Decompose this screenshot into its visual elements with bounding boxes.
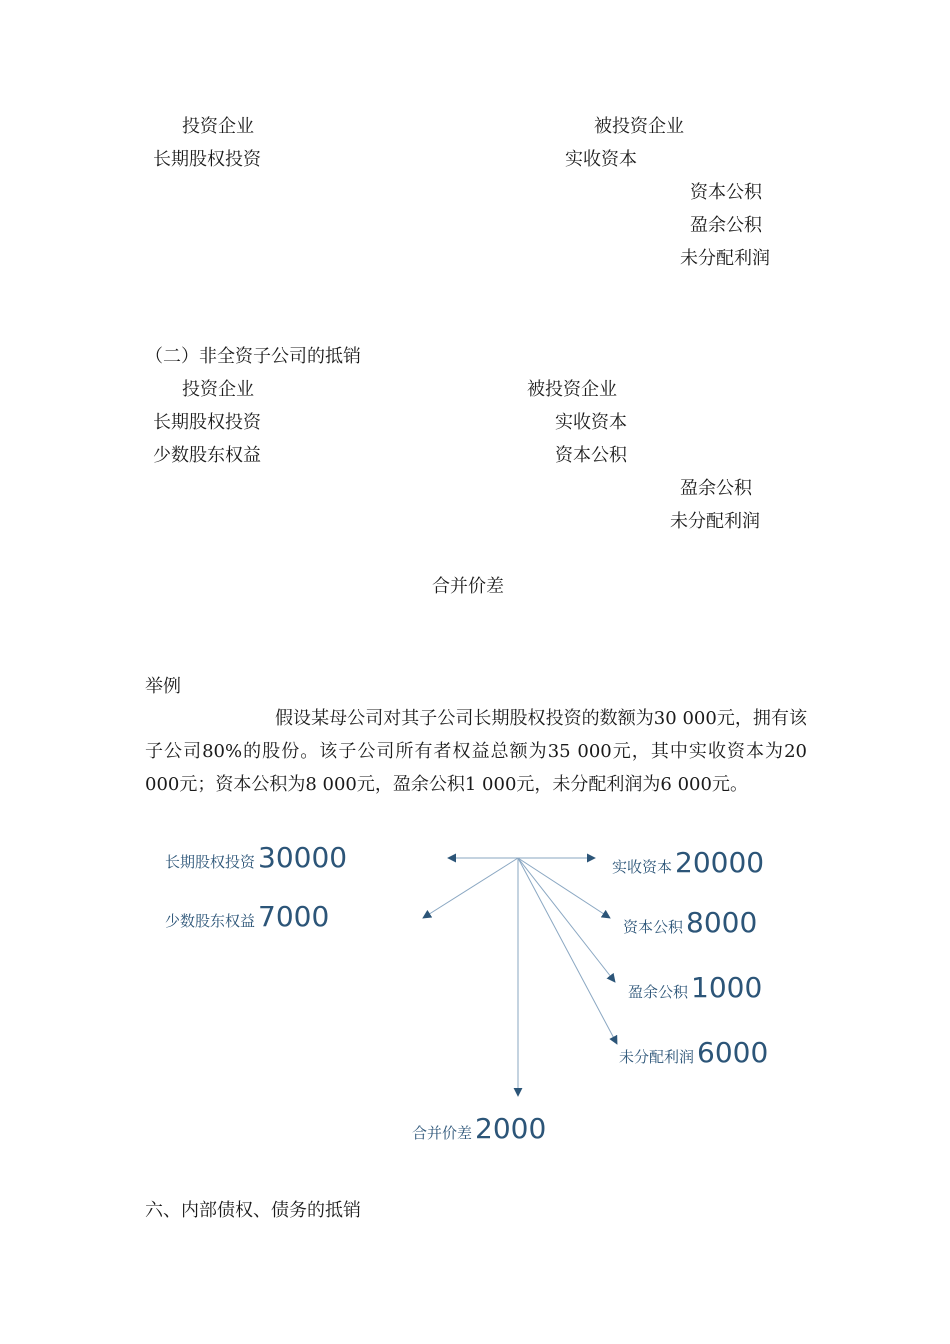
arrow-to-minority-interest xyxy=(423,858,518,918)
node-undistributed-profit-value: 6000 xyxy=(697,1036,769,1069)
node-paid-in-capital-value: 20000 xyxy=(675,846,765,879)
node-long-term-equity xyxy=(165,841,348,874)
section1-right-item-undistributed-profit: 未分配利润 xyxy=(680,248,770,269)
node-minority-interest-value: 7000 xyxy=(258,900,330,933)
node-surplus-reserve xyxy=(628,971,763,1004)
section2-heading: （二）非全资子公司的抵销 xyxy=(145,346,361,367)
node-minority-interest xyxy=(165,900,330,933)
section1-left-header: 投资企业 xyxy=(182,116,254,137)
section1-right-item-surplus-reserve: 盈余公积 xyxy=(690,215,762,236)
arrow-to-surplus-reserve xyxy=(518,858,615,982)
arrow-to-capital-reserve xyxy=(518,858,610,918)
node-capital-reserve xyxy=(623,906,758,939)
node-paid-in-capital-name: 实收资本 xyxy=(612,858,673,876)
node-undistributed-profit xyxy=(619,1036,769,1069)
node-surplus-reserve-name: 盈余公积 xyxy=(628,983,689,1001)
section2-left-item-minority-interest: 少数股东权益 xyxy=(153,445,261,466)
section2-right-item-paid-in-capital: 实收资本 xyxy=(555,412,627,433)
section1-right-header: 被投资企业 xyxy=(594,116,684,137)
section1-right-item-capital-reserve: 资本公积 xyxy=(690,182,762,203)
section6-heading: 六、内部债权、债务的抵销 xyxy=(145,1200,361,1221)
node-minority-interest-name: 少数股东权益 xyxy=(165,912,256,930)
section2-consolidation-difference: 合并价差 xyxy=(432,576,504,597)
node-consolidation-difference-name: 合并价差 xyxy=(412,1124,473,1142)
section1-right-item-paid-in-capital: 实收资本 xyxy=(565,149,637,170)
node-long-term-equity-value: 30000 xyxy=(258,841,348,874)
node-capital-reserve-value: 8000 xyxy=(686,906,758,939)
node-undistributed-profit-name: 未分配利润 xyxy=(619,1048,695,1066)
diagram-arrows xyxy=(0,830,950,1160)
elimination-diagram xyxy=(0,830,950,1160)
node-consolidation-difference xyxy=(412,1112,547,1145)
example-paragraph: 假设某母公司对其子公司长期股权投资的数额为30 000元，拥有该子公司80%的股份。该子公司所有者权益总额为35 000元，其中实收资本为20 000元；资本公积为8 000元，盈余公积1 000元，未分配利润为6 000元。 xyxy=(145,708,807,795)
section2-left-header: 投资企业 xyxy=(182,379,254,400)
node-paid-in-capital xyxy=(612,846,765,879)
section2-right-header: 被投资企业 xyxy=(527,379,617,400)
node-consolidation-difference-value: 2000 xyxy=(475,1112,547,1145)
section2-right-item-surplus-reserve: 盈余公积 xyxy=(680,478,752,499)
example-heading: 举例 xyxy=(145,676,181,697)
section2-left-item-long-term-equity: 长期股权投资 xyxy=(153,412,261,433)
node-long-term-equity-name: 长期股权投资 xyxy=(165,853,256,871)
node-surplus-reserve-value: 1000 xyxy=(691,971,763,1004)
section2-right-item-undistributed-profit: 未分配利润 xyxy=(670,511,760,532)
node-capital-reserve-name: 资本公积 xyxy=(623,918,684,936)
section2-right-item-capital-reserve: 资本公积 xyxy=(555,445,627,466)
arrow-to-undistributed-profit xyxy=(518,858,617,1044)
section1-left-item-long-term-equity: 长期股权投资 xyxy=(153,149,261,170)
